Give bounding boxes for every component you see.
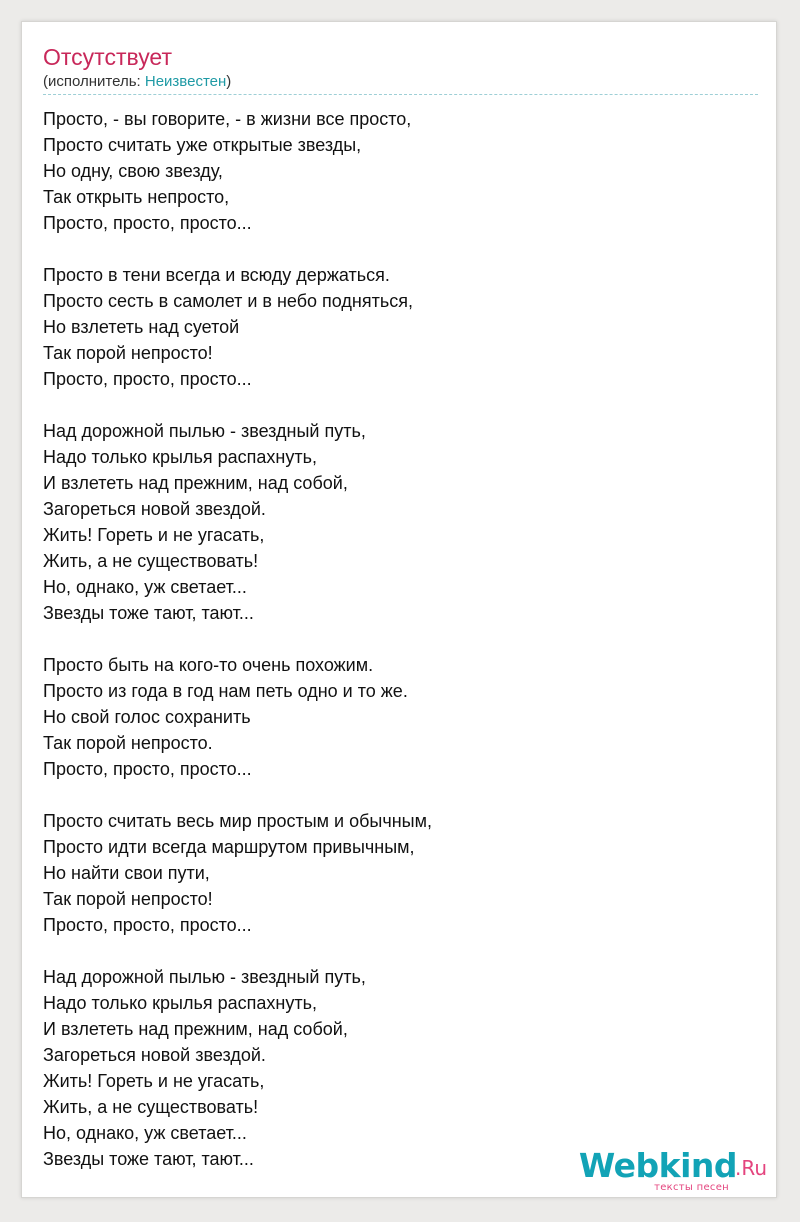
- lyrics-line: Просто из года в год нам петь одно и то же.: [43, 681, 408, 701]
- lyrics-line: Так порой непросто!: [43, 343, 213, 363]
- lyrics-line: Но свой голос сохранить: [43, 707, 251, 727]
- artist-suffix: ): [226, 73, 232, 90]
- lyrics-line: Так порой непросто.: [43, 733, 213, 753]
- lyrics-line: Жить, а не существовать!: [43, 1097, 259, 1117]
- lyrics-line: Просто быть на кого-то очень похожим.: [43, 655, 374, 675]
- lyrics-line: Над дорожной пылью - звездный путь,: [43, 421, 366, 441]
- lyrics-body: [43, 106, 743, 1198]
- artist-prefix: (исполнитель:: [43, 73, 145, 90]
- lyrics-line: Звезды тоже тают, тают...: [43, 1149, 254, 1169]
- lyrics-line: И взлететь над прежним, над собой,: [43, 1019, 348, 1039]
- artist-line: [43, 73, 231, 91]
- lyrics-stanza: [43, 262, 743, 392]
- lyrics-line: Но, однако, уж светает...: [43, 577, 247, 597]
- lyrics-line: Так порой непросто!: [43, 889, 213, 909]
- lyrics-line: Просто считать уже открытые звезды,: [43, 135, 362, 155]
- lyrics-line: Просто, просто, просто...: [43, 759, 252, 779]
- lyrics-card: [21, 21, 777, 1198]
- lyrics-stanza: [43, 964, 743, 1172]
- lyrics-line: Загореться новой звездой.: [43, 1045, 266, 1065]
- lyrics-line: Жить! Гореть и не угасать,: [43, 1071, 265, 1091]
- lyrics-line: Просто, просто, просто...: [43, 213, 252, 233]
- lyrics-line: Жить, а не существовать!: [43, 551, 259, 571]
- lyrics-line: Просто, - вы говорите, - в жизни все просто,: [43, 109, 412, 129]
- logo-tagline: тексты песен: [654, 1182, 729, 1193]
- lyrics-line: И взлететь над прежним, над собой,: [43, 473, 348, 493]
- webkind-logo: [578, 1146, 771, 1195]
- title-divider: [43, 94, 758, 95]
- lyrics-stanza: [43, 418, 743, 626]
- lyrics-line: Просто сесть в самолет и в небо подняться,: [43, 291, 413, 311]
- lyrics-line: Но взлететь над суетой: [43, 317, 240, 337]
- lyrics-stanza: [43, 106, 743, 236]
- lyrics-line: Жить! Гореть и не угасать,: [43, 525, 265, 545]
- lyrics-line: Просто идти всегда маршрутом привычным,: [43, 837, 415, 857]
- lyrics-line: Просто, просто, просто...: [43, 369, 252, 389]
- lyrics-line: Но найти свои пути,: [43, 863, 210, 883]
- lyrics-line: Но одну, свою звезду,: [43, 161, 223, 181]
- lyrics-line: Над дорожной пылью - звездный путь,: [43, 967, 366, 987]
- song-title: Отсутствует: [43, 44, 172, 70]
- lyrics-line: Загореться новой звездой.: [43, 499, 266, 519]
- logo-tld-text: .Ru: [734, 1156, 767, 1180]
- logo-brand-text: Webkind: [578, 1146, 737, 1185]
- lyrics-line: Надо только крылья распахнуть,: [43, 993, 317, 1013]
- lyrics-line: Просто считать весь мир простым и обычным,: [43, 811, 432, 831]
- lyrics-line: Так открыть непросто,: [43, 187, 230, 207]
- lyrics-line: Надо только крылья распахнуть,: [43, 447, 317, 467]
- lyrics-line: Просто, просто, просто...: [43, 915, 252, 935]
- artist-link[interactable]: Неизвестен: [144, 73, 227, 90]
- lyrics-line: Звезды тоже тают, тают...: [43, 603, 254, 623]
- lyrics-line: Просто в тени всегда и всюду держаться.: [43, 265, 390, 285]
- lyrics-stanza: [43, 808, 743, 938]
- lyrics-line: Но, однако, уж светает...: [43, 1123, 247, 1143]
- lyrics-stanza: [43, 652, 743, 782]
